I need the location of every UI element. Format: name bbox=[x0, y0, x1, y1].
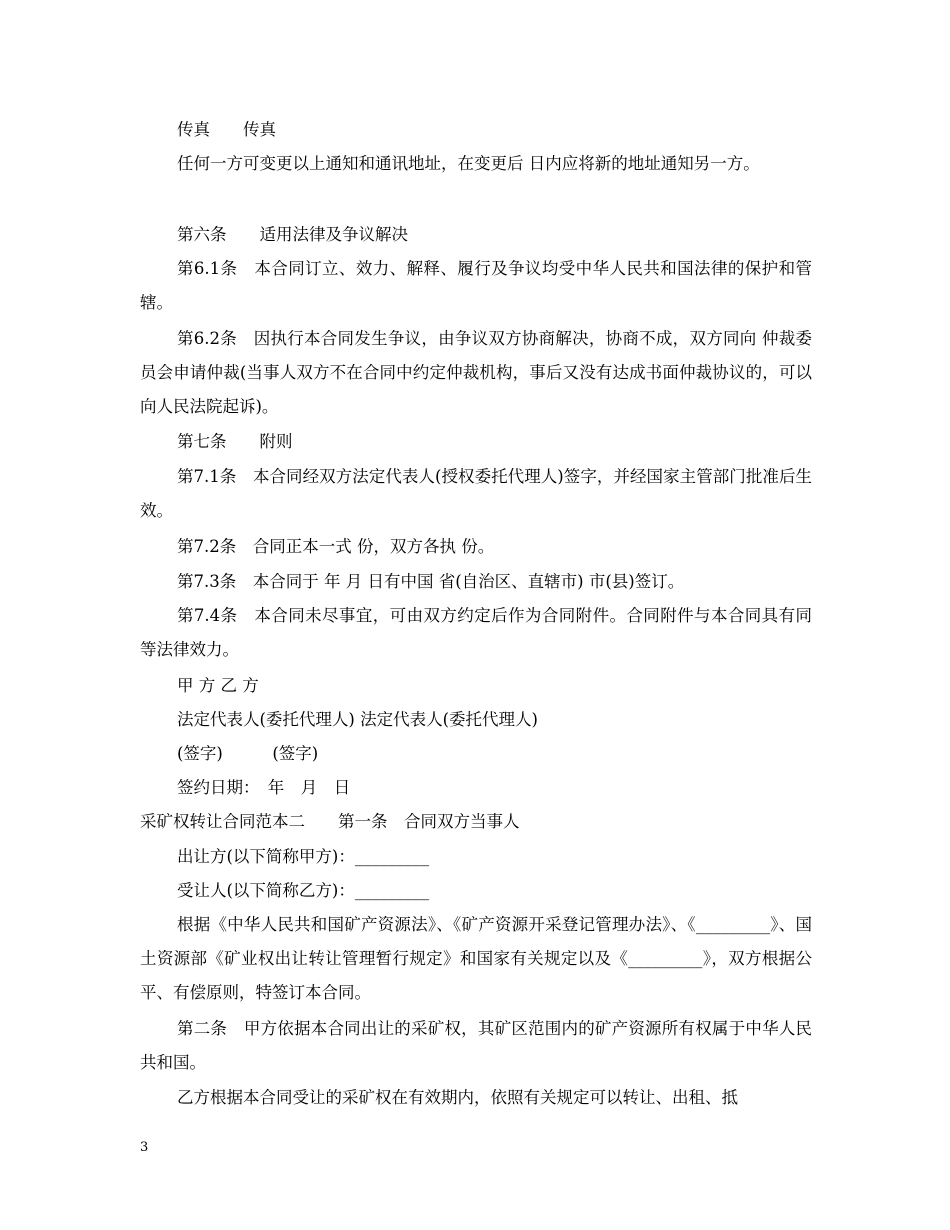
representatives-line: 法定代表人(委托代理人) 法定代表人(委托代理人) bbox=[177, 710, 538, 729]
parties-line: 甲 方 乙 方 bbox=[177, 676, 259, 695]
notice-change-paragraph: 任何一方可变更以上通知和通讯地址，在变更后 日内应将新的地址通知另一方。 bbox=[177, 154, 760, 173]
transferor-line: 出让方(以下简称甲方)：_________ bbox=[177, 847, 430, 866]
fax-line: 传真 传真 bbox=[177, 120, 276, 139]
transferee-line: 受让人(以下简称乙方)：_________ bbox=[177, 881, 430, 900]
article-7-2-paragraph: 第7.2条 合同正本一式 份，双方各执 份。 bbox=[177, 537, 495, 556]
article-7-1-paragraph: 第7.1条 本合同经双方法定代表人(授权委托代理人)签字，并经国家主管部门批准后生效。 bbox=[140, 467, 812, 520]
sample-two-heading: 采矿权转让合同范本二 第一条 合同双方当事人 bbox=[140, 812, 520, 831]
article-6-1-paragraph: 第6.1条 本合同订立、效力、解释、履行及争议均受中华人民共和国法律的保护和管辖。 bbox=[140, 259, 812, 312]
article-6-heading: 第六条 适用法律及争议解决 bbox=[177, 225, 408, 244]
signing-date-line: 签约日期： 年 月 日 bbox=[177, 778, 351, 797]
article-2-paragraph: 第二条 甲方依据本合同出让的采矿权，其矿区范围内的矿产资源所有权属于中华人民共和国。 bbox=[140, 1019, 812, 1072]
article-7-3-paragraph: 第7.3条 本合同于 年 月 日有中国 省(自治区、直辖市) 市(县)签订。 bbox=[177, 572, 685, 591]
article-6-2-paragraph: 第6.2条 因执行本合同发生争议，由争议双方协商解决，协商不成，双方同向 仲裁委员会申请仲裁(当事人双方不在合同中约定仲裁机构，事后又没有达成书面仲裁协议的，可以向人民法院起诉)。 bbox=[140, 329, 812, 416]
signature-line: (签字) (签字) bbox=[177, 744, 319, 763]
page-number: 3 bbox=[140, 1140, 149, 1155]
article-7-heading: 第七条 附则 bbox=[177, 432, 293, 451]
legal-basis-paragraph: 根据《中华人民共和国矿产资源法》、《矿产资源开采登记管理办法》、《_________》、国土资源部《矿业权出让转让管理暂行规定》和国家有关规定以及《_________》，双方根据公平、有偿原则，特签订本合同。 bbox=[140, 915, 812, 1002]
article-2-continuation: 乙方根据本合同受让的采矿权在有效期内，依照有关规定可以转让、出租、抵 bbox=[177, 1088, 738, 1107]
article-7-4-paragraph: 第7.4条 本合同未尽事宜，可由双方约定后作为合同附件。合同附件与本合同具有同等法律效力。 bbox=[140, 606, 812, 659]
